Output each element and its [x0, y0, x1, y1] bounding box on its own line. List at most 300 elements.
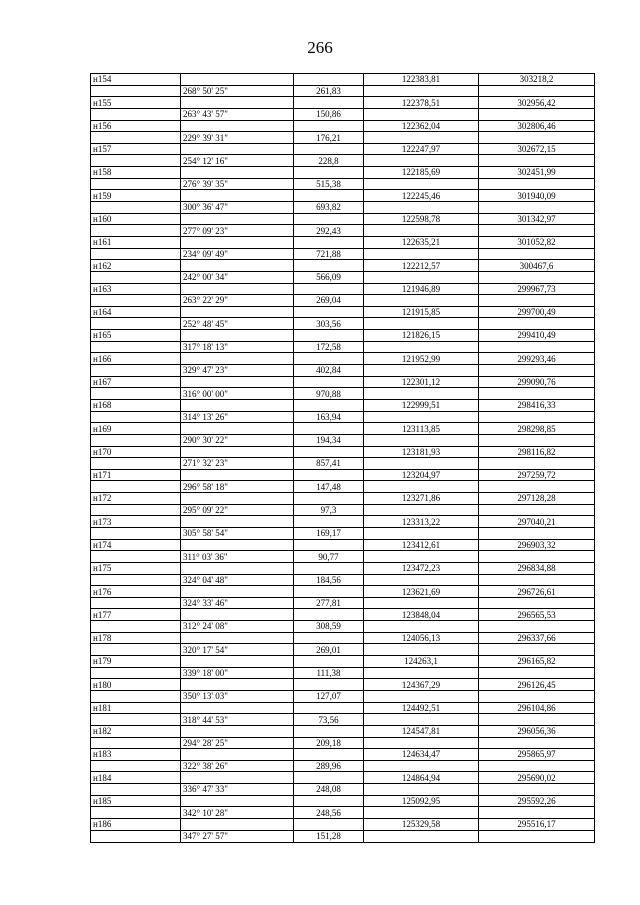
coord-y [479, 551, 595, 563]
direction-angle: 324° 04' 48" [181, 574, 294, 586]
segment-length: 248,08 [294, 784, 364, 796]
coord-x: 124367,29 [364, 679, 479, 691]
coord-x: 124492,51 [364, 702, 479, 714]
coord-x [364, 644, 479, 656]
segment-row [91, 481, 595, 493]
segment-length: 172,58 [294, 341, 364, 353]
coord-y [479, 644, 595, 656]
coord-x [364, 574, 479, 586]
direction-angle: 263° 22' 29" [181, 295, 294, 307]
point-name: н163 [91, 283, 181, 295]
direction-angle [181, 236, 294, 248]
coord-y: 296056,36 [479, 725, 595, 737]
coord-x: 125092,95 [364, 795, 479, 807]
segment-length: 303,56 [294, 318, 364, 330]
point-name: н183 [91, 749, 181, 761]
point-row [91, 167, 595, 179]
coord-y [479, 597, 595, 609]
coordinates-table-body [91, 74, 595, 843]
direction-angle: 290° 30' 22" [181, 434, 294, 446]
segment-length [294, 283, 364, 295]
coord-y: 303218,2 [479, 74, 595, 86]
coord-y [479, 458, 595, 470]
coord-x: 123204,97 [364, 469, 479, 481]
segment-length: 515,38 [294, 178, 364, 190]
coord-y: 301342,97 [479, 213, 595, 225]
coord-y: 298416,33 [479, 399, 595, 411]
coord-x: 122185,69 [364, 167, 479, 179]
direction-angle [181, 330, 294, 342]
segment-row [91, 597, 595, 609]
coord-x: 124263,1 [364, 656, 479, 668]
coord-y [479, 760, 595, 772]
point-row [91, 586, 595, 598]
direction-angle [181, 423, 294, 435]
coord-y [479, 621, 595, 633]
segment-length: 147,48 [294, 481, 364, 493]
segment-row [91, 411, 595, 423]
direction-angle [181, 749, 294, 761]
segment-row [91, 85, 595, 97]
point-name: н167 [91, 376, 181, 388]
coord-x [364, 341, 479, 353]
direction-angle: 347° 27' 57" [181, 830, 294, 842]
point-name: н162 [91, 260, 181, 272]
coord-y [479, 225, 595, 237]
coord-x [364, 527, 479, 539]
point-name: н174 [91, 539, 181, 551]
direction-angle [181, 772, 294, 784]
segment-row [91, 760, 595, 772]
point-row [91, 306, 595, 318]
point-name [91, 458, 181, 470]
segment-row [91, 807, 595, 819]
point-row [91, 190, 595, 202]
segment-length [294, 795, 364, 807]
coord-x: 124056,13 [364, 632, 479, 644]
coord-x: 122247,97 [364, 143, 479, 155]
direction-angle [181, 97, 294, 109]
direction-angle [181, 260, 294, 272]
point-name [91, 388, 181, 400]
segment-length [294, 725, 364, 737]
segment-length [294, 74, 364, 86]
segment-length: 151,28 [294, 830, 364, 842]
segment-length [294, 586, 364, 598]
coord-x: 122999,51 [364, 399, 479, 411]
coord-y [479, 527, 595, 539]
point-name [91, 551, 181, 563]
coord-y [479, 248, 595, 260]
coord-y [479, 178, 595, 190]
coord-y [479, 295, 595, 307]
direction-angle [181, 539, 294, 551]
coord-y [479, 341, 595, 353]
segment-row [91, 341, 595, 353]
direction-angle: 276° 39' 35" [181, 178, 294, 190]
coord-y [479, 481, 595, 493]
point-name: н154 [91, 74, 181, 86]
segment-row [91, 271, 595, 283]
direction-angle: 294° 28' 25" [181, 737, 294, 749]
coord-x: 122635,21 [364, 236, 479, 248]
coord-x: 123113,85 [364, 423, 479, 435]
segment-length [294, 97, 364, 109]
coord-y: 296726,61 [479, 586, 595, 598]
segment-length: 277,81 [294, 597, 364, 609]
point-name [91, 737, 181, 749]
coord-x [364, 295, 479, 307]
segment-length: 721,88 [294, 248, 364, 260]
point-name: н182 [91, 725, 181, 737]
coord-x [364, 225, 479, 237]
coord-x: 122212,57 [364, 260, 479, 272]
coord-x [364, 458, 479, 470]
point-row [91, 330, 595, 342]
segment-row [91, 504, 595, 516]
point-row [91, 353, 595, 365]
direction-angle: 305° 58' 54" [181, 527, 294, 539]
coord-x [364, 830, 479, 842]
point-name [91, 574, 181, 586]
coord-x [364, 365, 479, 377]
point-row [91, 97, 595, 109]
direction-angle [181, 283, 294, 295]
direction-angle: 263° 43' 57" [181, 108, 294, 120]
segment-length [294, 679, 364, 691]
segment-length [294, 143, 364, 155]
direction-angle: 254° 12' 16" [181, 155, 294, 167]
segment-length [294, 772, 364, 784]
segment-length [294, 353, 364, 365]
coord-x [364, 271, 479, 283]
point-name [91, 714, 181, 726]
point-name: н175 [91, 562, 181, 574]
coord-x [364, 737, 479, 749]
point-row [91, 679, 595, 691]
segment-row [91, 714, 595, 726]
segment-row [91, 551, 595, 563]
point-name: н172 [91, 493, 181, 505]
coord-x [364, 667, 479, 679]
segment-length [294, 330, 364, 342]
point-row [91, 446, 595, 458]
coord-y [479, 784, 595, 796]
direction-angle: 268° 50' 25" [181, 85, 294, 97]
segment-length: 73,56 [294, 714, 364, 726]
coord-y [479, 411, 595, 423]
coord-y: 302956,42 [479, 97, 595, 109]
segment-length: 261,83 [294, 85, 364, 97]
point-name [91, 527, 181, 539]
point-name: н158 [91, 167, 181, 179]
coord-y: 299700,49 [479, 306, 595, 318]
point-row [91, 609, 595, 621]
direction-angle [181, 679, 294, 691]
coord-y [479, 202, 595, 214]
point-name [91, 760, 181, 772]
coord-y: 301052,82 [479, 236, 595, 248]
segment-length: 176,21 [294, 132, 364, 144]
direction-angle [181, 167, 294, 179]
segment-length [294, 120, 364, 132]
segment-row [91, 318, 595, 330]
direction-angle: 324° 33' 46" [181, 597, 294, 609]
point-name: н176 [91, 586, 181, 598]
segment-row [91, 202, 595, 214]
point-row [91, 120, 595, 132]
direction-angle [181, 632, 294, 644]
coord-y: 295516,17 [479, 819, 595, 831]
segment-length: 228,8 [294, 155, 364, 167]
direction-angle [181, 586, 294, 598]
direction-angle: 300° 36' 47" [181, 202, 294, 214]
segment-length [294, 632, 364, 644]
point-row [91, 376, 595, 388]
point-name: н171 [91, 469, 181, 481]
coord-x: 122378,51 [364, 97, 479, 109]
point-name: н155 [91, 97, 181, 109]
segment-length [294, 376, 364, 388]
coord-y: 296126,45 [479, 679, 595, 691]
point-row [91, 399, 595, 411]
point-name: н161 [91, 236, 181, 248]
coord-y: 296337,66 [479, 632, 595, 644]
point-row [91, 795, 595, 807]
coord-x [364, 108, 479, 120]
segment-length: 184,56 [294, 574, 364, 586]
point-name: н181 [91, 702, 181, 714]
coord-y: 296834,88 [479, 562, 595, 574]
segment-length [294, 423, 364, 435]
segment-length: 90,77 [294, 551, 364, 563]
point-name [91, 411, 181, 423]
segment-length: 169,17 [294, 527, 364, 539]
point-name: н165 [91, 330, 181, 342]
page-number: 266 [307, 38, 333, 57]
direction-angle [181, 446, 294, 458]
coord-y: 297259,72 [479, 469, 595, 481]
point-row [91, 539, 595, 551]
point-row [91, 143, 595, 155]
coord-y [479, 365, 595, 377]
point-name [91, 155, 181, 167]
coord-y: 295592,26 [479, 795, 595, 807]
coord-y [479, 807, 595, 819]
coord-x: 123621,69 [364, 586, 479, 598]
coord-y [479, 737, 595, 749]
segment-length: 402,84 [294, 365, 364, 377]
direction-angle: 229° 39' 31" [181, 132, 294, 144]
point-name [91, 365, 181, 377]
point-row [91, 725, 595, 737]
direction-angle: 277° 09' 23" [181, 225, 294, 237]
direction-angle [181, 143, 294, 155]
coord-y [479, 318, 595, 330]
coord-x: 121915,85 [364, 306, 479, 318]
segment-row [91, 690, 595, 702]
coord-y [479, 690, 595, 702]
segment-length [294, 656, 364, 668]
segment-length [294, 539, 364, 551]
coord-y [479, 132, 595, 144]
point-row [91, 819, 595, 831]
coord-x: 124864,94 [364, 772, 479, 784]
coord-x [364, 714, 479, 726]
segment-length: 127,07 [294, 690, 364, 702]
point-name: н164 [91, 306, 181, 318]
direction-angle [181, 120, 294, 132]
segment-row [91, 388, 595, 400]
segment-length: 269,01 [294, 644, 364, 656]
coord-y [479, 667, 595, 679]
point-name: н168 [91, 399, 181, 411]
direction-angle [181, 609, 294, 621]
coord-y: 295865,97 [479, 749, 595, 761]
point-name [91, 784, 181, 796]
segment-row [91, 108, 595, 120]
point-name: н159 [91, 190, 181, 202]
coord-y: 298298,85 [479, 423, 595, 435]
direction-angle [181, 190, 294, 202]
segment-length [294, 399, 364, 411]
point-name [91, 434, 181, 446]
segment-row [91, 527, 595, 539]
coord-y: 297040,21 [479, 516, 595, 528]
coord-x [364, 248, 479, 260]
coord-y [479, 714, 595, 726]
direction-angle [181, 306, 294, 318]
point-name: н160 [91, 213, 181, 225]
point-name: н179 [91, 656, 181, 668]
point-name [91, 202, 181, 214]
coord-y: 299410,49 [479, 330, 595, 342]
direction-angle: 336° 47' 33" [181, 784, 294, 796]
point-row [91, 493, 595, 505]
segment-length [294, 609, 364, 621]
coord-x: 123472,23 [364, 562, 479, 574]
direction-angle: 329° 47' 23" [181, 365, 294, 377]
point-row [91, 236, 595, 248]
coord-y: 296165,82 [479, 656, 595, 668]
direction-angle: 350° 13' 03" [181, 690, 294, 702]
segment-length [294, 306, 364, 318]
direction-angle [181, 469, 294, 481]
segment-length: 163,94 [294, 411, 364, 423]
segment-length: 150,86 [294, 108, 364, 120]
direction-angle: 316° 00' 00" [181, 388, 294, 400]
direction-angle [181, 376, 294, 388]
point-name: н186 [91, 819, 181, 831]
direction-angle: 295° 09' 22" [181, 504, 294, 516]
coord-x: 125329,58 [364, 819, 479, 831]
direction-angle: 322° 38' 26" [181, 760, 294, 772]
point-name [91, 248, 181, 260]
segment-row [91, 644, 595, 656]
segment-row [91, 365, 595, 377]
direction-angle: 312° 24' 08" [181, 621, 294, 633]
point-name: н173 [91, 516, 181, 528]
coord-x [364, 202, 479, 214]
direction-angle [181, 353, 294, 365]
coord-x: 121826,15 [364, 330, 479, 342]
coord-y: 302672,15 [479, 143, 595, 155]
segment-row [91, 155, 595, 167]
point-name [91, 644, 181, 656]
direction-angle: 296° 58' 18" [181, 481, 294, 493]
segment-length [294, 516, 364, 528]
coord-x [364, 85, 479, 97]
segment-length: 693,82 [294, 202, 364, 214]
segment-length [294, 167, 364, 179]
segment-length [294, 236, 364, 248]
coord-y [479, 434, 595, 446]
segment-length: 97,3 [294, 504, 364, 516]
coord-y [479, 271, 595, 283]
coord-x [364, 481, 479, 493]
direction-angle: 252° 48' 45" [181, 318, 294, 330]
segment-length: 970,88 [294, 388, 364, 400]
coord-y: 299090,76 [479, 376, 595, 388]
coord-x: 122598,78 [364, 213, 479, 225]
coord-x: 122362,04 [364, 120, 479, 132]
point-name: н157 [91, 143, 181, 155]
direction-angle [181, 562, 294, 574]
segment-row [91, 458, 595, 470]
segment-row [91, 225, 595, 237]
segment-length: 209,18 [294, 737, 364, 749]
direction-angle: 234° 09' 49" [181, 248, 294, 260]
segment-row [91, 248, 595, 260]
direction-angle: 311° 03' 36" [181, 551, 294, 563]
point-row [91, 656, 595, 668]
point-name: н180 [91, 679, 181, 691]
point-name [91, 132, 181, 144]
coord-x: 123848,04 [364, 609, 479, 621]
coord-y [479, 830, 595, 842]
point-row [91, 702, 595, 714]
coord-x [364, 551, 479, 563]
point-row [91, 469, 595, 481]
coord-x [364, 784, 479, 796]
segment-length: 194,34 [294, 434, 364, 446]
point-row [91, 772, 595, 784]
segment-length [294, 702, 364, 714]
segment-row [91, 667, 595, 679]
coord-x [364, 318, 479, 330]
point-row [91, 74, 595, 86]
point-row [91, 562, 595, 574]
coord-x [364, 388, 479, 400]
point-name [91, 178, 181, 190]
segment-row [91, 784, 595, 796]
segment-row [91, 737, 595, 749]
coord-y [479, 574, 595, 586]
coord-y [479, 504, 595, 516]
segment-row [91, 434, 595, 446]
segment-length: 111,38 [294, 667, 364, 679]
segment-length [294, 749, 364, 761]
coord-y: 295690,02 [479, 772, 595, 784]
segment-row [91, 621, 595, 633]
segment-row [91, 574, 595, 586]
coord-x [364, 807, 479, 819]
point-row [91, 213, 595, 225]
coord-y [479, 85, 595, 97]
point-name: н185 [91, 795, 181, 807]
coord-y: 296565,53 [479, 609, 595, 621]
point-name: н184 [91, 772, 181, 784]
